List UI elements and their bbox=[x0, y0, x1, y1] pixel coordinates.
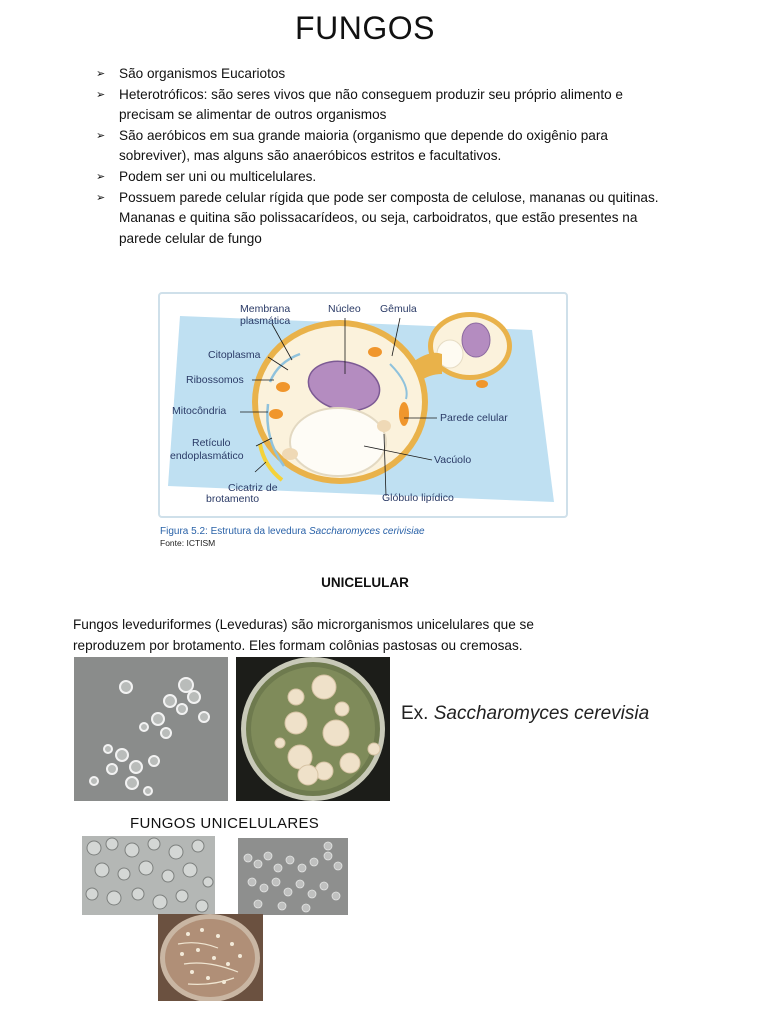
mitochondrion bbox=[269, 409, 283, 419]
yeast-cells-image bbox=[74, 657, 228, 801]
bud-nucleus bbox=[462, 323, 490, 357]
lipid-globule bbox=[377, 420, 391, 432]
label-ribossomos: Ribossomos bbox=[186, 374, 244, 386]
body-paragraph: Fungos leveduriformes (Leveduras) são microrganismos unicelulares que se reproduzem por brotamento. Eles formam colônias pastosas ou cremosas. bbox=[73, 617, 534, 653]
bullet-item: ➢ São aeróbicos em sua grande maioria (organismo que depende do oxigênio para sobreviver), mas alguns são anaeróbicos estritos e facultativos. bbox=[96, 127, 608, 164]
mitochondrion bbox=[276, 382, 290, 392]
arrow-bullet-icon: ➢ bbox=[96, 191, 106, 204]
yeast-microscopy-photo bbox=[74, 657, 228, 801]
bullet-item: ➢ São organismos Eucariotos bbox=[96, 64, 666, 85]
mitochondrion bbox=[476, 380, 488, 388]
yeast-colonies-photo-2 bbox=[158, 914, 263, 1001]
figure-caption: Figura 5.2: Estrutura da levedura Saccharomyces cerivisiae bbox=[160, 526, 425, 537]
figure-source: Fonte: ICTISM bbox=[160, 538, 216, 548]
bullet-item: ➢ Podem ser uni ou multicelulares. bbox=[96, 167, 666, 188]
label-citoplasma: Citoplasma bbox=[208, 349, 261, 361]
yeast-cell-figure bbox=[158, 292, 568, 518]
label-endoplasmatico: endoplasmático bbox=[170, 450, 244, 462]
bullet-list bbox=[96, 64, 666, 249]
bullet-item: ➢ Heterotróficos: são seres vivos que não conseguem produzir seu próprio alimento e precisam se alimentar de outros organismos bbox=[96, 86, 623, 123]
label-brotamento: brotamento bbox=[206, 493, 260, 505]
page-title: FUNGOS bbox=[295, 10, 435, 46]
label-cicatriz: Cicatriz de bbox=[228, 482, 278, 494]
label-mitocondria: Mitocôndria bbox=[172, 405, 227, 417]
example-label: Ex. Saccharomyces cerevisia bbox=[401, 703, 650, 724]
arrow-bullet-icon: ➢ bbox=[96, 68, 106, 80]
bullet-continuation: Mananas e quitina são polissacarídeos, ou seja, carboidratos, que estão presentes na parede celular de fungo bbox=[119, 210, 638, 246]
yeast-cells-image-3 bbox=[238, 838, 348, 915]
label-reticulo: Retículo bbox=[192, 437, 231, 449]
arrow-bullet-icon: ➢ bbox=[96, 129, 106, 142]
lipid-globule bbox=[282, 448, 298, 460]
label-nucleo: Núcleo bbox=[328, 303, 361, 315]
petri-dish-image-2 bbox=[158, 914, 263, 1001]
arrow-bullet-icon: ➢ bbox=[96, 88, 106, 101]
label-membrana: Membrana bbox=[240, 303, 291, 315]
label-gemula: Gêmula bbox=[380, 303, 417, 315]
label-parede: Parede celular bbox=[440, 412, 508, 424]
yeast-microscopy-photo-2 bbox=[82, 836, 215, 915]
label-globulo: Glóbulo lipídico bbox=[382, 492, 454, 504]
section-heading: UNICELULAR bbox=[321, 575, 409, 590]
unicellular-fungi-title: FUNGOS UNICELULARES bbox=[130, 815, 320, 832]
arrow-bullet-icon: ➢ bbox=[96, 170, 106, 183]
petri-dish-image bbox=[236, 657, 390, 801]
vacuole bbox=[290, 408, 386, 476]
mitochondrion bbox=[399, 402, 409, 426]
mitochondrion bbox=[368, 347, 382, 357]
label-vacuolo: Vacúolo bbox=[434, 454, 472, 466]
yeast-microscopy-photo-3 bbox=[238, 838, 348, 915]
label-plasmatica: plasmática bbox=[240, 315, 291, 327]
yeast-cells-image-2 bbox=[82, 836, 215, 915]
bullet-item: ➢ Possuem parede celular rígida que pode ser composta de celulose, mananas ou quitinas. bbox=[96, 188, 666, 209]
yeast-colonies-photo bbox=[236, 657, 390, 801]
